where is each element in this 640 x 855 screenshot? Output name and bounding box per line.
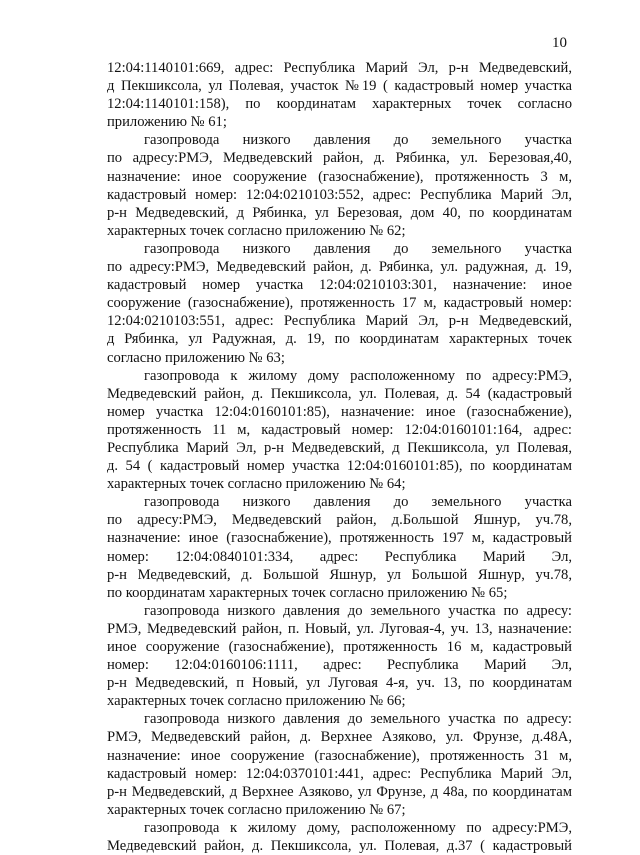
text-line: по адресу:РМЭ, Медведевский район, д. Рябинка, ул. радужная, д. 19,: [107, 259, 572, 276]
document-body: [107, 59, 572, 855]
text-line: назначение: иное сооружение (газоснабжение), протяженность 3 м,: [107, 168, 572, 185]
text-line: характерных точек согласно приложению № 67;: [107, 801, 406, 818]
text-line: приложению № 61;: [107, 114, 227, 131]
text-line: газопровода низкого давления до земельного участка: [144, 240, 572, 257]
text-line: номер: 12:04:0160106:1111, адрес: Республика Марий Эл,: [107, 657, 572, 674]
text-line: газопровода низкого давления до земельного участка по адресу:: [144, 602, 572, 619]
text-line: согласно приложению № 63;: [107, 349, 285, 366]
text-line: 12:04:0210103:551, адрес: Республика Марий Эл, р-н Медведевский,: [107, 313, 572, 330]
text-line: кадастровый номер: 12:04:0210103:552, адрес: Республика Марий Эл,: [107, 186, 572, 203]
page-number: 10: [552, 35, 567, 51]
text-line: р-н Медведевский, д Верхнее Азяково, ул Фрунзе, д 48а, по координатам: [107, 783, 572, 800]
text-line: сооружение (газоснабжение), протяженность 17 м, кадастровый номер:: [107, 295, 572, 312]
text-line: по адресу:РМЭ, Медведевский район, д.Большой Яшнур, уч.78,: [107, 512, 572, 529]
paragraph-p-64: [107, 367, 572, 494]
text-line: газопровода к жилому дому, расположенному по адресу:РМЭ,: [144, 819, 572, 836]
text-line: р-н Медведевский, п Новый, ул Луговая 4-я, уч. 13, по координатам: [107, 675, 572, 692]
paragraph-p-68: [107, 819, 572, 855]
text-line: характерных точек согласно приложению № 66;: [107, 693, 406, 710]
text-line: характерных точек согласно приложению № 64;: [107, 476, 406, 493]
paragraph-p-67: [107, 710, 572, 819]
text-line: газопровода низкого давления до земельного участка: [144, 132, 572, 149]
text-line: по координатам характерных точек согласно приложению № 65;: [107, 584, 508, 601]
text-line: Медведевский район, д. Пекшиксола, ул. Полевая, д. 54 (кадастровый: [107, 385, 572, 402]
text-line: газопровода низкого давления до земельного участка: [144, 494, 572, 511]
text-line: номер участка 12:04:0160101:85), назначение: иное (газоснабжение),: [107, 403, 572, 420]
text-line: кадастровый номер: 12:04:0370101:441, адрес: Республика Марий Эл,: [107, 765, 572, 782]
text-line: Республика Марий Эл, р-н Медведевский, д Пекшиксола, ул Полевая,: [107, 439, 572, 456]
text-line: д Пекшиксола, ул Полевая, участок №19 ( кадастровый номер участка: [107, 78, 572, 95]
paragraph-p-cont: [107, 59, 572, 131]
text-line: номер: 12:04:0840101:334, адрес: Республика Марий Эл,: [107, 548, 572, 565]
text-line: газопровода к жилому дому расположенному по адресу:РМЭ,: [144, 367, 572, 384]
text-line: Медведевский район, д. Пекшиксола, ул. Полевая, д.37 ( кадастровый: [107, 838, 572, 855]
text-line: РМЭ, Медведевский район, п. Новый, ул. Луговая-4, уч. 13, назначение:: [107, 620, 572, 637]
paragraph-p-66: [107, 602, 572, 711]
text-line: протяженность 11 м, кадастровый номер: 12:04:0160101:164, адрес:: [107, 421, 572, 438]
text-line: р-н Медведевский, д. Большой Яшнур, ул Большой Яшнур, уч.78,: [107, 566, 572, 583]
text-line: назначение: иное сооружение (газоснабжение), протяженность 31 м,: [107, 747, 572, 764]
paragraph-p-63: [107, 240, 572, 367]
text-line: кадастровый номер участка 12:04:0210103:301, назначение: иное: [107, 277, 572, 294]
text-line: 12:04:1140101:669, адрес: Республика Марий Эл, р-н Медведевский,: [107, 60, 572, 76]
text-line: р-н Медведевский, д Рябинка, ул Березовая, дом 40, по координатам: [107, 204, 572, 221]
text-line: газопровода низкого давления до земельного участка по адресу:: [144, 711, 572, 728]
text-line: характерных точек согласно приложению № 62;: [107, 222, 406, 239]
text-line: 12:04:1140101:158), по координатам характерных точек согласно: [107, 96, 572, 113]
paragraph-p-62: [107, 131, 572, 240]
text-line: РМЭ, Медведевский район, д. Верхнее Азяково, ул. Фрунзе, д.48А,: [107, 729, 572, 746]
text-line: назначение: иное (газоснабжение), протяженность 197 м, кадастровый: [107, 530, 572, 547]
paragraph-p-65: [107, 493, 572, 602]
text-line: по адресу:РМЭ, Медведевский район, д. Рябинка, ул. Березовая,40,: [107, 150, 572, 167]
text-line: иное сооружение (газоснабжение), протяженность 16 м, кадастровый: [107, 639, 572, 655]
text-line: д. 54 ( кадастровый номер участка 12:04:0160101:85), по координатам: [107, 458, 572, 475]
text-line: д Рябинка, ул Радужная, д. 19, по координатам характерных точек: [107, 331, 572, 348]
